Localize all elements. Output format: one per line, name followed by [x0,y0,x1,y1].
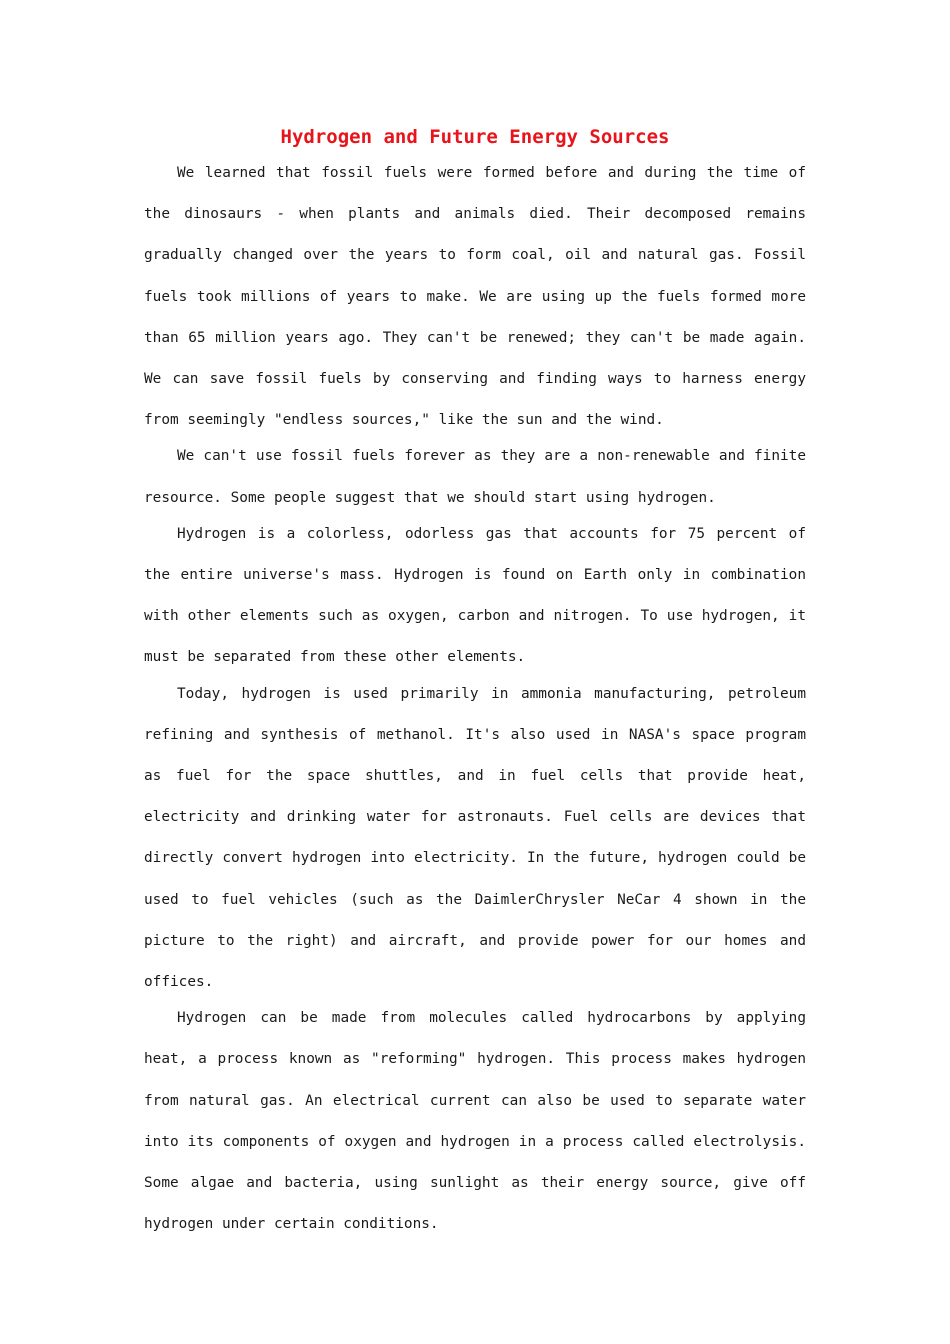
paragraph-non-renewable: We can't use fossil fuels forever as they are a non-renewable and finite resource. Some people suggest that we should start using hydrogen. [144,448,806,506]
page-title: Hydrogen and Future Energy Sources [280,126,670,148]
paragraph-hydrogen-uses: Today, hydrogen is used primarily in ammonia manufacturing, petroleum refining and synthesis of methanol. It's also used in NASA's space program as fuel for the space shuttles, and in fuel cells that provide heat, electricity and drinking water for astronauts. Fuel cells are devices that directly convert hydrogen into electricity. In the future, hydrogen could be used to fuel vehicles (such as the DaimlerChrysler NeCar 4 shown in the picture to the right) and aircraft, and provide power for our homes and offices. [144,685,806,991]
paragraph-fossil-fuels: We learned that fossil fuels were formed before and during the time of the dinosaurs - when plants and animals died. Their decomposed remains gradually changed over the years to form coal, oil and natural gas. Fossil fuels took millions of years to make. We are using up the fuels formed more than 65 million years ago. They can't be renewed; they can't be made again. We can save fossil fuels by conserving and finding ways to harness energy from seemingly "endless sources," like the sun and the wind. [144,165,806,429]
paragraph-hydrogen-properties: Hydrogen is a colorless, odorless gas that accounts for 75 percent of the entire universe's mass. Hydrogen is found on Earth only in combination with other elements such as oxygen, carbon and nitrogen. To use hydrogen, it must be separated from these other elements. [144,525,806,666]
paragraph-hydrogen-production: Hydrogen can be made from molecules called hydrocarbons by applying heat, a process known as "reforming" hydrogen. This process makes hydrogen from natural gas. An electrical current can also be used to separate water into its components of oxygen and hydrogen in a process called electrolysis. Some algae and bacteria, using sunlight as their energy source, give off hydrogen under certain conditions. [144,1010,806,1233]
article-body [144,153,806,1240]
